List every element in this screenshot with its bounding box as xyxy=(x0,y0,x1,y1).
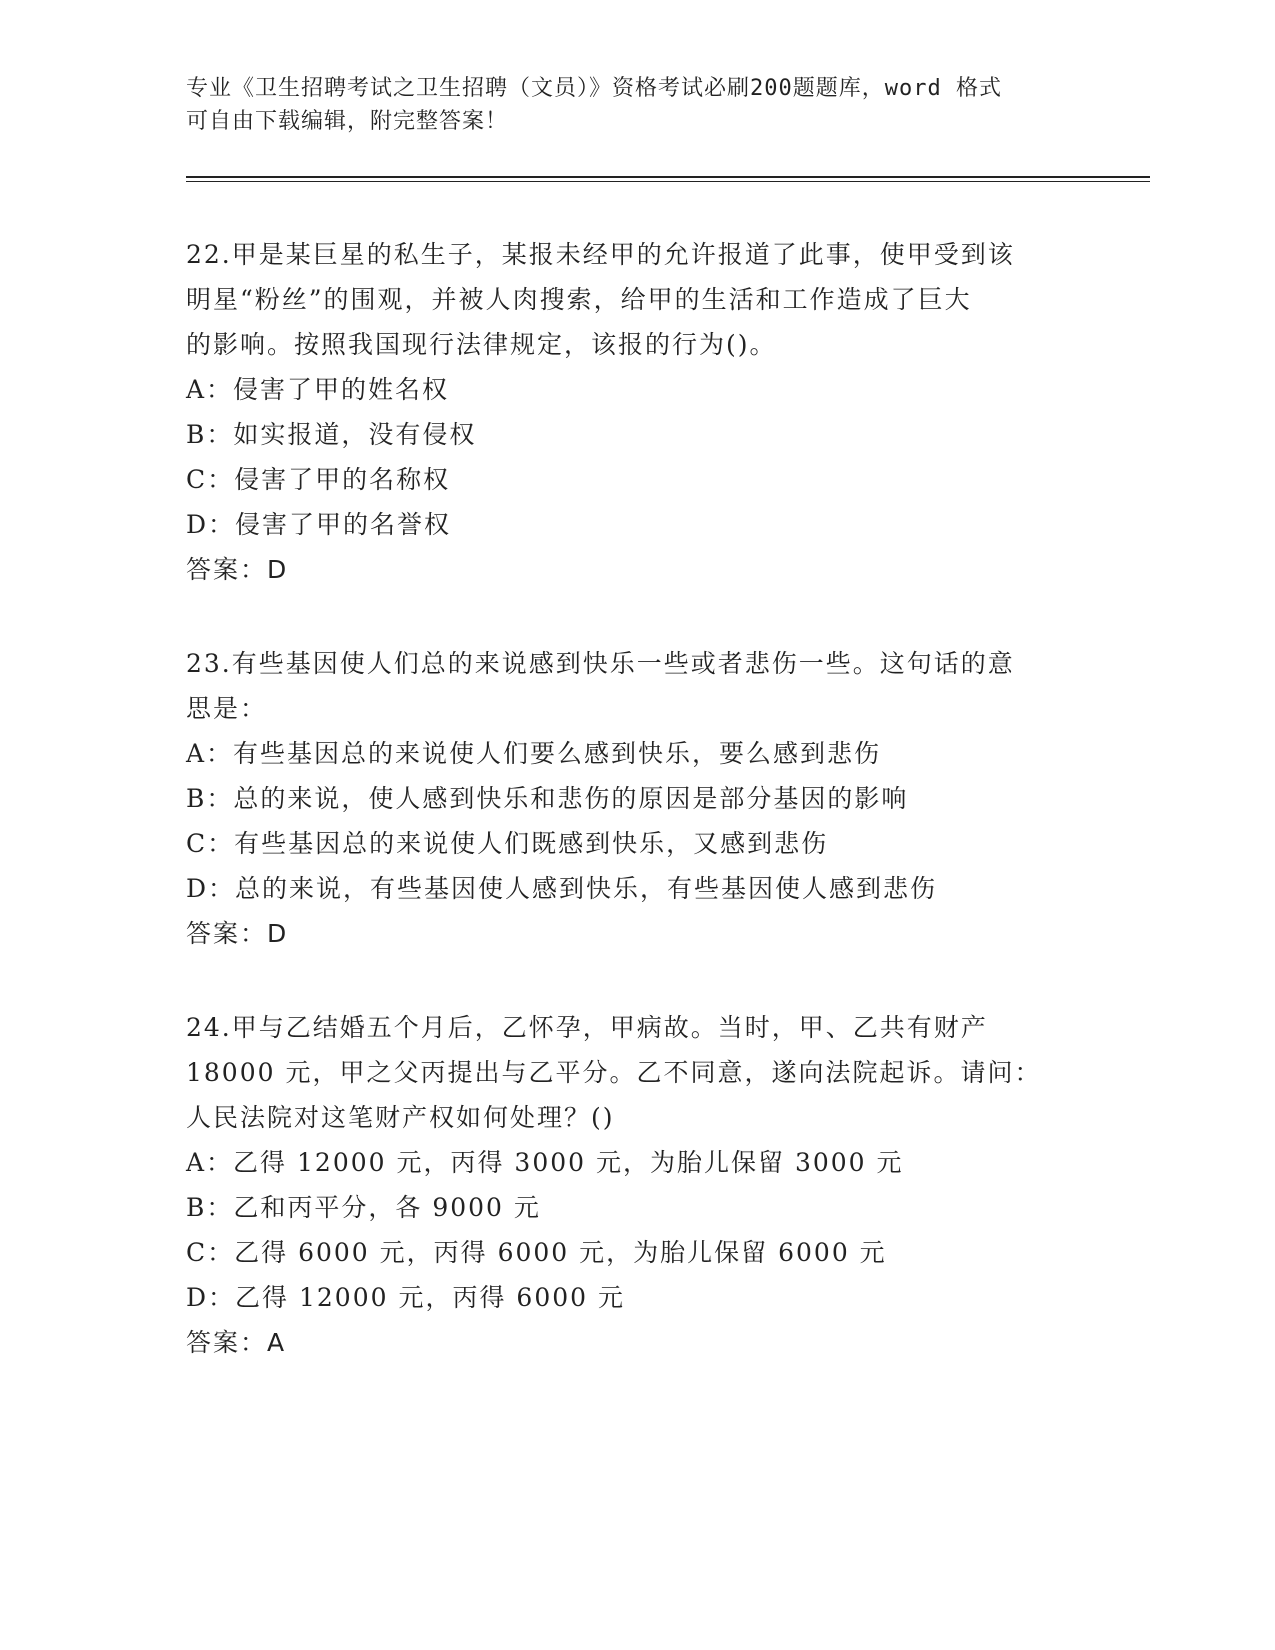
question-stem-line: 思是： xyxy=(186,694,268,723)
header-line-2: 可自由下载编辑，附完整答案！ xyxy=(186,109,509,134)
document-header xyxy=(186,72,1086,138)
option-d: D：侵害了甲的名誉权 xyxy=(186,510,452,539)
option-c: C：有些基因总的来说使人们既感到快乐，又感到悲伤 xyxy=(186,829,829,858)
question-stem-line: 人民法院对这笔财产权如何处理？() xyxy=(186,1103,615,1132)
option-d: D：乙得 12000 元，丙得 6000 元 xyxy=(186,1283,625,1312)
question-stem-line: 22.甲是某巨星的私生子，某报未经甲的允许报道了此事，使甲受到该 xyxy=(186,240,1015,269)
header-line-1: 专业《卫生招聘考试之卫生招聘（文员）》资格考试必刷200题题库，word 格式 xyxy=(186,76,1002,101)
answer: 答案：D xyxy=(186,555,289,584)
header-divider-thick xyxy=(186,176,1150,178)
answer: 答案：A xyxy=(186,1328,287,1357)
option-b: B：总的来说，使人感到快乐和悲伤的原因是部分基因的影响 xyxy=(186,784,909,813)
question-23 xyxy=(186,641,1086,956)
question-stem-line: 24.甲与乙结婚五个月后，乙怀孕，甲病故。当时，甲、乙共有财产 xyxy=(186,1013,988,1042)
answer: 答案：D xyxy=(186,919,289,948)
option-a: A：乙得 12000 元，丙得 3000 元，为胎儿保留 3000 元 xyxy=(186,1148,904,1177)
option-a: A：侵害了甲的姓名权 xyxy=(186,375,450,404)
header-divider-thin xyxy=(186,181,1150,182)
option-c: C：乙得 6000 元，丙得 6000 元，为胎儿保留 6000 元 xyxy=(186,1238,887,1267)
question-24 xyxy=(186,1005,1086,1365)
option-b: B：乙和丙平分，各 9000 元 xyxy=(186,1193,541,1222)
question-22 xyxy=(186,232,1086,592)
option-d: D：总的来说，有些基因使人感到快乐，有些基因使人感到悲伤 xyxy=(186,874,938,903)
option-b: B：如实报道，没有侵权 xyxy=(186,420,477,449)
option-c: C：侵害了甲的名称权 xyxy=(186,465,451,494)
question-stem-line: 18000 元，甲之父丙提出与乙平分。乙不同意，遂向法院起诉。请问： xyxy=(186,1058,1042,1087)
question-stem-line: 的影响。按照我国现行法律规定，该报的行为()。 xyxy=(186,330,777,359)
question-stem-line: 23.有些基因使人们总的来说感到快乐一些或者悲伤一些。这句话的意 xyxy=(186,649,1015,678)
question-stem-line: 明星“粉丝”的围观，并被人肉搜索，给甲的生活和工作造成了巨大 xyxy=(186,285,972,314)
option-a: A：有些基因总的来说使人们要么感到快乐，要么感到悲伤 xyxy=(186,739,882,768)
